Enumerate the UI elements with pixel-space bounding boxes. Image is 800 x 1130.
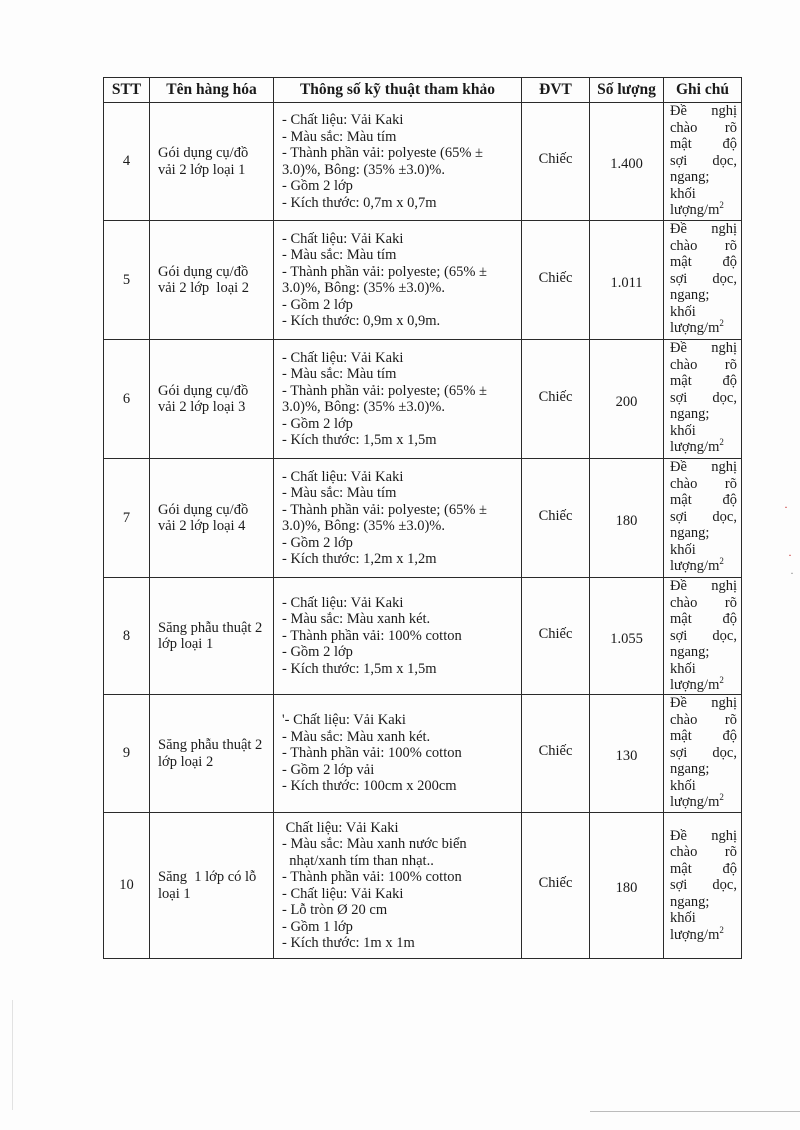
table-row — [104, 578, 742, 695]
item-name-line: vải 2 lớp loại 4 — [158, 518, 246, 534]
note-superscript: 2 — [719, 318, 724, 329]
note-text: lượng/m — [670, 202, 720, 218]
item-name-line: vải 2 lớp loại 2 — [158, 280, 250, 296]
note-text: lượng/m — [670, 677, 720, 693]
note-text: mật độ — [670, 254, 737, 270]
cell-unit — [522, 578, 590, 695]
unit-value: Chiếc — [538, 625, 573, 642]
spec-line: - Màu sắc: Màu tím — [282, 128, 397, 145]
item-name-line: Săng phẫu thuật 2 — [158, 619, 263, 636]
unit-value: Chiếc — [538, 507, 573, 524]
note-text: khối — [670, 422, 696, 439]
unit-value: Chiếc — [538, 743, 573, 760]
spec-line: - Gồm 2 lớp — [282, 644, 353, 661]
header-note: Ghi chú — [664, 78, 742, 103]
quantity-value: 180 — [615, 880, 638, 897]
spec-line: - Gồm 2 lớp — [282, 178, 353, 194]
note-text: chào rõ — [670, 119, 737, 136]
spec-line: nhạt/xanh tím than nhạt.. — [282, 852, 434, 869]
scan-speck: · — [784, 500, 788, 514]
cell-unit — [522, 695, 590, 813]
note-text: chào rõ — [670, 711, 737, 728]
header-stt: STT — [104, 78, 150, 103]
cell-specs — [274, 340, 522, 459]
spec-line: - Chất liệu: Vải Kaki — [282, 112, 404, 128]
cell-quantity — [590, 695, 664, 813]
cell-item-name — [150, 578, 274, 695]
spec-line: Chất liệu: Vải Kaki — [282, 819, 399, 836]
note-text: ngang; — [670, 287, 710, 303]
item-name-line: vải 2 lớp loại 3 — [158, 399, 246, 415]
item-name-line: Gói dụng cụ/đồ — [158, 145, 249, 161]
spec-line: - Gồm 2 lớp — [282, 415, 353, 432]
cell-item-name — [150, 459, 274, 578]
note-line — [670, 103, 737, 120]
spec-line: - Chất liệu: Vải Kaki — [282, 468, 404, 485]
note-text: Đề nghị — [670, 827, 737, 844]
cell-specs — [274, 813, 522, 959]
spec-line: - Thành phần vải: 100% cotton — [282, 869, 462, 885]
spec-line: - Thành phần vải: polyeste (65% ± — [282, 145, 483, 161]
note-text: ngang; — [670, 644, 710, 660]
note-line — [670, 628, 737, 645]
note-line — [670, 677, 737, 694]
spec-line: 3.0)%, Bông: (35% ±3.0)%. — [282, 280, 446, 296]
cell-unit — [522, 340, 590, 459]
note-line — [670, 304, 737, 321]
note-text: ngang; — [670, 406, 710, 422]
spec-line: 3.0)%, Bông: (35% ±3.0)%. — [282, 161, 446, 178]
note-line — [670, 525, 737, 542]
cell-specs — [274, 459, 522, 578]
note-text: khối — [670, 777, 696, 794]
table-row — [104, 813, 742, 959]
note-line — [670, 661, 737, 678]
spec-line: - Lỗ tròn Ø 20 cm — [282, 902, 388, 918]
cell-quantity — [590, 813, 664, 959]
table-header-row — [104, 78, 742, 103]
cell-note — [664, 695, 742, 813]
note-superscript: 2 — [719, 924, 724, 935]
note-line — [670, 238, 737, 255]
spec-line: - Kích thước: 1,2m x 1,2m — [282, 551, 437, 567]
note-line — [670, 712, 737, 729]
note-text: chào rõ — [670, 594, 737, 611]
cell-stt: 4 — [104, 103, 150, 221]
note-line — [670, 558, 737, 575]
note-line — [670, 357, 737, 374]
item-name-line: Gói dụng cụ/đồ — [158, 263, 249, 280]
spec-line: - Thành phần vải: polyeste; (65% ± — [282, 382, 488, 399]
scan-speck: · — [790, 566, 794, 580]
note-line — [670, 120, 737, 137]
spec-line: - Gồm 2 lớp — [282, 534, 353, 551]
note-line — [670, 373, 737, 390]
cell-stt: 9 — [104, 695, 150, 813]
note-text: sợi dọc, — [670, 508, 737, 525]
note-text: khối — [670, 660, 696, 677]
spec-line: - Chất liệu: Vải Kaki — [282, 349, 404, 366]
cell-stt: 7 — [104, 459, 150, 578]
cell-note — [664, 813, 742, 959]
note-line — [670, 136, 737, 153]
table-row — [104, 459, 742, 578]
quantity-value: 1.055 — [610, 630, 643, 647]
note-text: lượng/m — [670, 794, 720, 810]
cell-specs — [274, 695, 522, 813]
spec-line: - Kích thước: 1,5m x 1,5m — [282, 432, 437, 448]
note-line — [670, 644, 737, 661]
note-text: sợi dọc, — [670, 744, 737, 761]
note-text: Đề nghị — [670, 459, 737, 475]
table-row — [104, 103, 742, 221]
note-line — [670, 320, 737, 337]
note-text: mật độ — [670, 136, 737, 152]
note-line — [670, 390, 737, 407]
item-name-line: Săng 1 lớp có lỗ — [158, 869, 257, 885]
table-row — [104, 695, 742, 813]
note-superscript: 2 — [719, 792, 724, 803]
note-text: sợi dọc, — [670, 270, 737, 287]
note-line — [670, 745, 737, 762]
note-line — [670, 861, 737, 878]
cell-stt: 5 — [104, 221, 150, 340]
spec-line: - Màu sắc: Màu xanh nước biển — [282, 836, 467, 852]
note-text: mật độ — [670, 611, 737, 627]
spec-line: - Kích thước: 0,9m x 0,9m. — [282, 313, 441, 329]
note-line — [670, 910, 737, 927]
note-text: sợi dọc, — [670, 627, 737, 644]
cell-specs — [274, 578, 522, 695]
item-name-line: Gói dụng cụ/đồ — [158, 501, 249, 518]
cell-unit — [522, 813, 590, 959]
note-superscript: 2 — [719, 675, 724, 686]
note-line — [670, 169, 737, 186]
note-line — [670, 406, 737, 423]
quantity-value: 1.011 — [610, 274, 643, 291]
cell-item-name — [150, 340, 274, 459]
note-text: Đề nghị — [670, 103, 737, 119]
header-name: Tên hàng hóa — [150, 78, 274, 103]
cell-specs — [274, 103, 522, 221]
header-qty: Số lượng — [590, 78, 664, 103]
item-name-line: Gói dụng cụ/đồ — [158, 382, 249, 399]
spec-line: - Màu sắc: Màu tím — [282, 247, 397, 263]
note-text: Đề nghị — [670, 340, 737, 356]
cell-note — [664, 340, 742, 459]
spec-line: - Gồm 2 lớp — [282, 296, 353, 313]
note-line — [670, 439, 737, 456]
spec-line: - Kích thước: 1m x 1m — [282, 935, 415, 951]
note-text: lượng/m — [670, 320, 720, 336]
unit-value: Chiếc — [538, 269, 573, 286]
note-line — [670, 794, 737, 811]
spec-line: - Màu sắc: Màu xanh két. — [282, 611, 431, 628]
note-text: sợi dọc, — [670, 152, 737, 169]
item-name-line: loại 1 — [158, 885, 191, 902]
note-text: chào rõ — [670, 356, 737, 373]
note-text: Đề nghị — [670, 695, 737, 711]
spec-line: - Thành phần vải: polyeste; (65% ± — [282, 501, 488, 518]
note-line — [670, 894, 737, 911]
note-text: Đề nghị — [670, 578, 737, 594]
header-unit: ĐVT — [522, 78, 590, 103]
note-text: mật độ — [670, 373, 737, 389]
note-text: khối — [670, 541, 696, 558]
cell-note — [664, 103, 742, 221]
note-line — [670, 202, 737, 219]
item-name-line: lớp loại 2 — [158, 753, 214, 770]
note-line — [670, 924, 737, 944]
note-line — [670, 153, 737, 170]
cell-note — [664, 221, 742, 340]
table-row — [104, 221, 742, 340]
spec-line: - Màu sắc: Màu xanh két. — [282, 728, 431, 745]
note-line — [670, 340, 737, 357]
cell-quantity — [590, 340, 664, 459]
scan-speck: · — [788, 548, 792, 562]
cell-quantity — [590, 103, 664, 221]
note-text: chào rõ — [670, 844, 737, 861]
quantity-value: 180 — [615, 512, 638, 529]
quantity-value: 200 — [615, 393, 638, 410]
spec-line: - Kích thước: 1,5m x 1,5m — [282, 660, 437, 677]
cell-item-name — [150, 813, 274, 959]
cell-unit — [522, 459, 590, 578]
spec-line: - Thành phần vải: 100% cotton — [282, 745, 462, 762]
unit-value: Chiếc — [538, 875, 573, 892]
note-line — [670, 877, 737, 894]
cell-unit — [522, 221, 590, 340]
spec-line: 3.0)%, Bông: (35% ±3.0)%. — [282, 518, 446, 534]
quantity-value: 1.400 — [610, 156, 643, 173]
note-line — [670, 423, 737, 440]
note-line — [670, 778, 737, 795]
item-name-line: lớp loại 1 — [158, 636, 214, 652]
note-line — [670, 542, 737, 559]
note-line — [670, 254, 737, 271]
cell-quantity — [590, 578, 664, 695]
cell-stt: 6 — [104, 340, 150, 459]
cell-stt: 8 — [104, 578, 150, 695]
spec-line: - Kích thước: 100cm x 200cm — [282, 778, 457, 795]
note-text: khối — [670, 910, 696, 927]
note-line — [670, 761, 737, 778]
note-text: ngang; — [670, 893, 710, 910]
table-row — [104, 340, 742, 459]
note-text: sợi dọc, — [670, 877, 737, 894]
note-line — [670, 492, 737, 509]
note-line — [670, 695, 737, 712]
cell-item-name — [150, 221, 274, 340]
note-text: mật độ — [670, 492, 737, 508]
spec-line: - Màu sắc: Màu tím — [282, 485, 397, 501]
note-line — [670, 186, 737, 203]
note-line — [670, 509, 737, 526]
spec-line: 3.0)%, Bông: (35% ±3.0)%. — [282, 399, 446, 415]
note-superscript: 2 — [719, 556, 724, 567]
note-line — [670, 476, 737, 493]
spec-table — [103, 77, 742, 959]
cell-quantity — [590, 221, 664, 340]
note-text: Đề nghị — [670, 221, 737, 237]
cell-note — [664, 459, 742, 578]
cell-stt: 10 — [104, 813, 150, 959]
spec-line: - Chất liệu: Vải Kaki — [282, 230, 404, 247]
unit-value: Chiếc — [538, 388, 573, 405]
note-line — [670, 221, 737, 238]
note-superscript: 2 — [719, 437, 724, 448]
note-line — [670, 271, 737, 288]
note-text: ngang; — [670, 169, 710, 185]
spec-line: - Gồm 2 lớp vải — [282, 761, 375, 778]
item-name-line: vải 2 lớp loại 1 — [158, 161, 246, 178]
item-name-line: Săng phẫu thuật 2 — [158, 737, 263, 753]
note-text: khối — [670, 303, 696, 320]
cell-note — [664, 578, 742, 695]
note-text: lượng/m — [670, 926, 720, 943]
header-specs: Thông số kỹ thuật tham khảo — [274, 78, 522, 103]
spec-line: '- Chất liệu: Vải Kaki — [282, 712, 406, 729]
note-line — [670, 828, 737, 845]
spec-line: - Thành phần vải: polyeste; (65% ± — [282, 263, 488, 280]
scan-edge-mark — [12, 1000, 13, 1110]
cell-quantity — [590, 459, 664, 578]
note-text: mật độ — [670, 860, 737, 877]
note-superscript: 2 — [719, 200, 724, 211]
note-text: khối — [670, 185, 696, 202]
note-text: ngang; — [670, 761, 710, 777]
note-line — [670, 595, 737, 612]
scan-edge-line — [590, 1111, 800, 1112]
cell-unit — [522, 103, 590, 221]
spec-line: - Chất liệu: Vải Kaki — [282, 594, 404, 611]
note-text: chào rõ — [670, 475, 737, 492]
note-line — [670, 459, 737, 476]
note-text: sợi dọc, — [670, 389, 737, 406]
spec-line: - Thành phần vải: 100% cotton — [282, 627, 462, 644]
cell-item-name — [150, 103, 274, 221]
note-text: chào rõ — [670, 237, 737, 254]
cell-specs — [274, 221, 522, 340]
note-line — [670, 287, 737, 304]
spec-line: - Kích thước: 0,7m x 0,7m — [282, 194, 437, 211]
note-line — [670, 844, 737, 861]
unit-value: Chiếc — [538, 151, 573, 168]
quantity-value: 130 — [615, 748, 638, 765]
note-text: lượng/m — [670, 558, 720, 574]
note-text: lượng/m — [670, 439, 720, 455]
note-text: mật độ — [670, 728, 737, 744]
note-line — [670, 611, 737, 628]
cell-item-name — [150, 695, 274, 813]
spec-line: - Màu sắc: Màu tím — [282, 366, 397, 382]
note-line — [670, 578, 737, 595]
note-text: ngang; — [670, 525, 710, 541]
spec-line: - Chất liệu: Vải Kaki — [282, 885, 404, 902]
note-line — [670, 728, 737, 745]
spec-line: - Gồm 1 lớp — [282, 918, 353, 935]
